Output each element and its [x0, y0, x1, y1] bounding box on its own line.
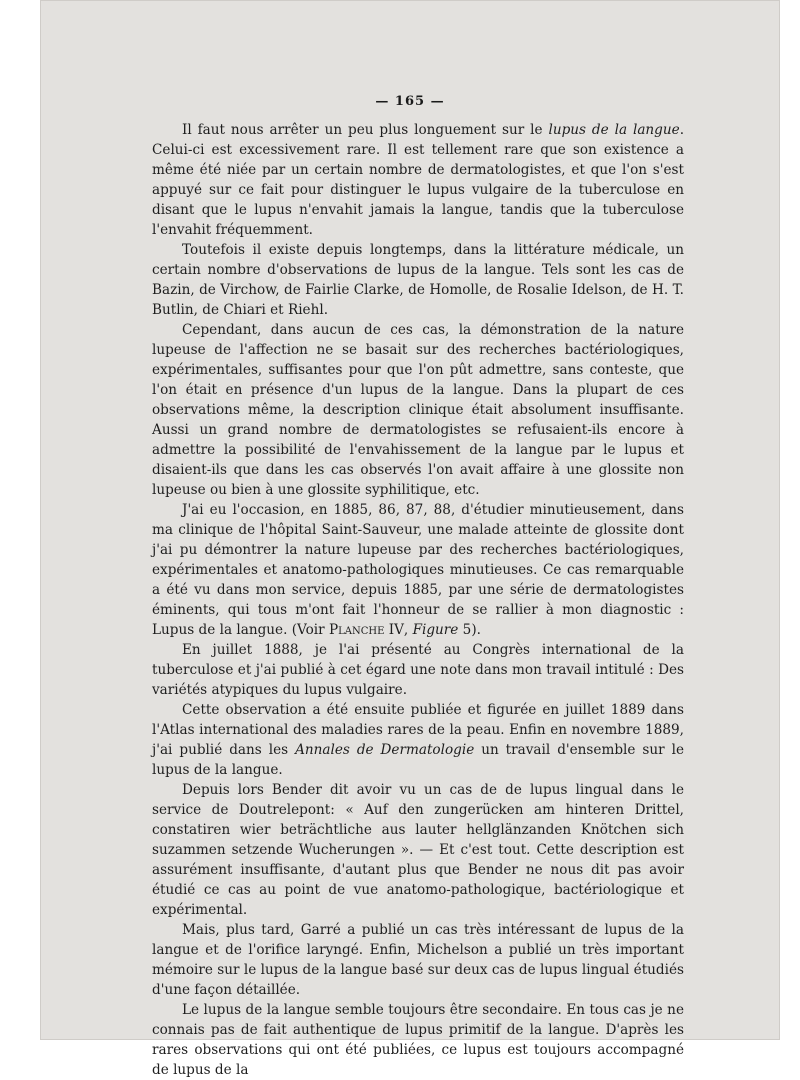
paragraph-5: En juillet 1888, je l'ai présenté au Congrès international de la tuberculose et j'ai publié à cet égard une note dans mon travail intitulé : Des variétés atypiques du lupus vulgaire.	[152, 642, 684, 698]
paragraph-7: Depuis lors Bender dit avoir vu un cas de de lupus lingual dans le service de Doutrelepont: « Auf den zungerücken am hinteren Drittel, constatiren wier beträchtliche aus lauter hellglänzanden Knötchen sich suzammen setzende Wucherungen ». — Et c'est tout. Cette description est assurément insuffisante, d'autant plus que Bender ne nous dit pas avoir étudié ce cas au point de vue anatomo-pathologique, bactériologique et expérimental.	[152, 782, 684, 918]
body-text	[152, 120, 684, 1080]
paragraph-9: Le lupus de la langue semble toujours être secondaire. En tous cas je ne connais pas de fait authentique de lupus primitif de la langue. D'après les rares observations qui ont été publiées, ce lupus est toujours accompagné de lupus de la	[152, 1002, 684, 1078]
paragraph-1-text-b: . Celui-ci est excessivement rare. Il est tellement rare que son existence a même été niée par un certain nombre de dermatologistes, et que l'on s'est appuyé sur ce fait pour distinguer le lupus vulgaire de la tuberculose en disant que le lupus n'envahit jamais la langue, tandis que la tuberculose l'envahit fréquemment.	[152, 122, 685, 238]
paragraph-6	[152, 700, 684, 780]
paragraph-6-text-b: un travail d'ensemble sur le lupus de la langue.	[152, 742, 684, 778]
paragraph-2: Toutefois il existe depuis longtemps, dans la littérature médicale, un certain nombre d'observations de lupus de la langue. Tels sont les cas de Bazin, de Virchow, de Fairlie Clarke, de Homolle, de Rosalie Idelson, de H. T. Butlin, de Chiari et Riehl.	[152, 242, 684, 318]
paragraph-4-text-b: 5).	[458, 622, 481, 638]
journal-title-italic: Annales de Dermatologie	[295, 742, 475, 758]
paragraph-1	[152, 120, 684, 240]
paragraph-6-text-a: Cette observation a été ensuite publiée et figurée en juillet 1889 dans l'Atlas international des maladies rares de la peau. Enfin en novembre 1889, j'ai publié dans les	[152, 702, 684, 758]
paragraph-3: Cependant, dans aucun de ces cas, la démonstration de la nature lupeuse de l'affection ne se basait sur des recherches bactériologiques, expérimentales, suffisantes pour que l'on pût admettre, sans conteste, que l'on était en présence d'un lupus de la langue. Dans la plupart de ces observations même, la description clinique était absolument insuffisante. Aussi un grand nombre de dermatologistes se refusaient-ils encore à admettre la possibilité de l'envahissement de la langue par le lupus et disaient-ils que dans les cas observés l'on avait affaire à une glossite non lupeuse ou bien à une glossite syphilitique, etc.	[152, 322, 684, 498]
page-number: — 165 —	[375, 94, 445, 109]
scanned-page	[40, 0, 780, 1078]
planche-reference: Planche IV	[328, 622, 404, 638]
paragraph-4-separator: ,	[403, 622, 413, 638]
paragraph-4-text-a: J'ai eu l'occasion, en 1885, 86, 87, 88, d'étudier minutieusement, dans ma clinique de l'hôpital Saint-Sauveur, une malade atteinte de glossite dont j'ai pu démontrer la nature lupeuse par des recherches bactériologiques, expérimentales et anatomo-pathologiques minutieuses. Ce cas remarquable a été vu dans mon service, depuis 1885, par une série de dermatologistes éminents, qui tous m'ont fait l'honneur de se rallier à mon diagnostic : Lupus de la langue. (Voir	[152, 502, 684, 638]
paragraph-8: Mais, plus tard, Garré a publié un cas très intéressant de lupus de la langue et de l'orifice laryngé. Enfin, Michelson a publié un très important mémoire sur le lupus de la langue basé sur deux cas de lupus lingual étudiés d'une façon détaillée.	[152, 922, 684, 998]
paragraph-1-text-a: Il faut nous arrêter un peu plus longuement sur le	[182, 122, 549, 138]
paragraph-4	[152, 500, 684, 640]
lupus-de-la-langue-italic: lupus de la langue	[548, 122, 680, 138]
figure-reference: Figure	[412, 622, 459, 638]
